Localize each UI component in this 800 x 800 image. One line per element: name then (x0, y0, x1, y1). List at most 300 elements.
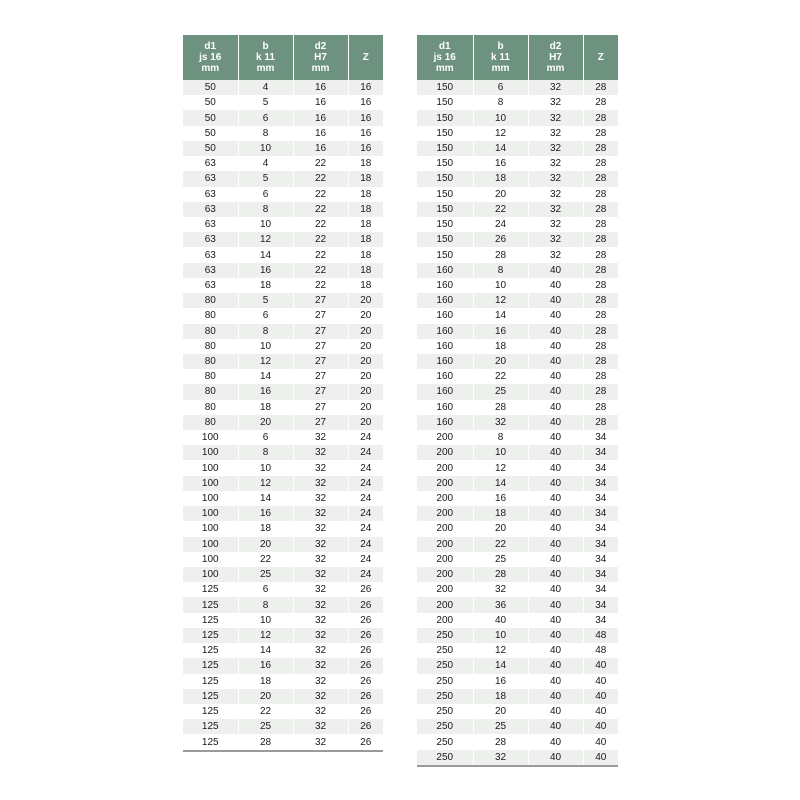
cell-d1: 150 (417, 171, 473, 186)
cell-b: 28 (238, 734, 293, 750)
cell-d2: 40 (528, 460, 583, 475)
cell-b: 8 (238, 126, 293, 141)
cell-d2: 40 (528, 339, 583, 354)
cell-z: 28 (583, 187, 618, 202)
cell-b: 4 (238, 80, 293, 95)
table-row (183, 719, 383, 734)
cell-z: 24 (348, 521, 383, 536)
cell-b: 8 (238, 597, 293, 612)
cell-z: 28 (583, 202, 618, 217)
cell-d1: 80 (183, 324, 238, 339)
cell-d2: 40 (528, 597, 583, 612)
cell-d2: 32 (528, 126, 583, 141)
cell-d2: 32 (293, 460, 348, 475)
cell-d2: 32 (293, 628, 348, 643)
cell-d1: 200 (417, 567, 473, 582)
table-row (417, 719, 618, 734)
cell-d2: 16 (293, 126, 348, 141)
cell-b: 24 (473, 217, 528, 232)
table-row (183, 537, 383, 552)
cell-d1: 250 (417, 643, 473, 658)
table-row (417, 582, 618, 597)
cell-d1: 200 (417, 582, 473, 597)
table-row (417, 506, 618, 521)
cell-d1: 150 (417, 247, 473, 262)
dimension-table-right (417, 35, 618, 767)
table-row (183, 217, 383, 232)
table-row (183, 521, 383, 536)
cell-z: 24 (348, 567, 383, 582)
cell-z: 26 (348, 734, 383, 750)
cell-d2: 40 (528, 719, 583, 734)
table-row (417, 445, 618, 460)
cell-d1: 250 (417, 658, 473, 673)
cell-d2: 32 (293, 521, 348, 536)
cell-b: 28 (473, 247, 528, 262)
cell-d1: 200 (417, 491, 473, 506)
cell-b: 20 (473, 354, 528, 369)
cell-z: 24 (348, 491, 383, 506)
table-row (417, 278, 618, 293)
cell-d2: 32 (293, 582, 348, 597)
table-row (417, 354, 618, 369)
cell-z: 28 (583, 95, 618, 110)
cell-b: 8 (473, 430, 528, 445)
cell-d1: 125 (183, 689, 238, 704)
cell-b: 10 (238, 460, 293, 475)
table-row (183, 674, 383, 689)
table-header-row (417, 35, 618, 80)
cell-d1: 150 (417, 80, 473, 95)
cell-b: 18 (473, 339, 528, 354)
table-row (183, 460, 383, 475)
cell-b: 20 (238, 689, 293, 704)
table-row (183, 658, 383, 673)
cell-d1: 160 (417, 339, 473, 354)
cell-d1: 160 (417, 384, 473, 399)
cell-b: 10 (473, 445, 528, 460)
table-row (417, 689, 618, 704)
cell-d1: 160 (417, 278, 473, 293)
cell-b: 18 (238, 278, 293, 293)
cell-d2: 22 (293, 156, 348, 171)
cell-d2: 40 (528, 704, 583, 719)
cell-d2: 27 (293, 324, 348, 339)
cell-b: 12 (473, 643, 528, 658)
table-row (183, 689, 383, 704)
cell-z: 26 (348, 643, 383, 658)
cell-z: 18 (348, 263, 383, 278)
cell-d2: 27 (293, 369, 348, 384)
cell-d2: 32 (293, 674, 348, 689)
cell-b: 18 (473, 689, 528, 704)
cell-z: 28 (583, 263, 618, 278)
cell-b: 18 (473, 506, 528, 521)
cell-d1: 200 (417, 460, 473, 475)
cell-d2: 32 (293, 658, 348, 673)
cell-z: 34 (583, 460, 618, 475)
table-row (417, 232, 618, 247)
cell-z: 34 (583, 476, 618, 491)
cell-d2: 40 (528, 369, 583, 384)
cell-b: 14 (473, 476, 528, 491)
cell-z: 28 (583, 369, 618, 384)
cell-d2: 40 (528, 293, 583, 308)
cell-d2: 16 (293, 141, 348, 156)
cell-z: 20 (348, 324, 383, 339)
cell-d2: 32 (293, 491, 348, 506)
table-row (183, 430, 383, 445)
cell-d1: 125 (183, 582, 238, 597)
cell-b: 8 (473, 263, 528, 278)
table-row (417, 734, 618, 749)
cell-d1: 125 (183, 674, 238, 689)
cell-d2: 32 (528, 202, 583, 217)
cell-b: 5 (238, 95, 293, 110)
cell-d1: 100 (183, 567, 238, 582)
cell-z: 28 (583, 384, 618, 399)
cell-z: 20 (348, 354, 383, 369)
cell-z: 40 (583, 750, 618, 766)
cell-z: 24 (348, 460, 383, 475)
cell-z: 34 (583, 430, 618, 445)
cell-d2: 27 (293, 415, 348, 430)
header-z: Z (348, 35, 383, 80)
table-row (417, 293, 618, 308)
header-d2: d2 H7 mm (528, 35, 583, 80)
cell-z: 18 (348, 187, 383, 202)
cell-d1: 250 (417, 704, 473, 719)
cell-b: 22 (473, 369, 528, 384)
cell-b: 8 (238, 445, 293, 460)
cell-z: 34 (583, 491, 618, 506)
cell-d1: 150 (417, 126, 473, 141)
cell-d1: 200 (417, 445, 473, 460)
cell-z: 28 (583, 415, 618, 430)
cell-d2: 32 (293, 719, 348, 734)
cell-b: 16 (473, 156, 528, 171)
cell-z: 26 (348, 658, 383, 673)
cell-b: 16 (238, 658, 293, 673)
cell-z: 28 (583, 324, 618, 339)
cell-d2: 40 (528, 354, 583, 369)
cell-z: 34 (583, 537, 618, 552)
table-row (417, 430, 618, 445)
cell-z: 18 (348, 202, 383, 217)
cell-d1: 63 (183, 278, 238, 293)
cell-b: 14 (473, 141, 528, 156)
cell-z: 18 (348, 217, 383, 232)
cell-d1: 80 (183, 400, 238, 415)
header-z: Z (583, 35, 618, 80)
cell-d1: 125 (183, 704, 238, 719)
cell-z: 34 (583, 521, 618, 536)
cell-d2: 32 (528, 247, 583, 262)
cell-b: 14 (238, 643, 293, 658)
cell-b: 10 (473, 278, 528, 293)
table-row (183, 476, 383, 491)
table-row (417, 567, 618, 582)
cell-z: 40 (583, 719, 618, 734)
cell-z: 20 (348, 308, 383, 323)
cell-z: 28 (583, 141, 618, 156)
cell-b: 18 (238, 521, 293, 536)
cell-d1: 160 (417, 324, 473, 339)
cell-d1: 200 (417, 537, 473, 552)
cell-b: 20 (473, 521, 528, 536)
table-row (417, 674, 618, 689)
cell-d2: 22 (293, 217, 348, 232)
cell-d1: 150 (417, 232, 473, 247)
table-row (417, 187, 618, 202)
table-row (183, 324, 383, 339)
cell-d2: 32 (293, 689, 348, 704)
cell-d2: 40 (528, 430, 583, 445)
cell-b: 4 (238, 156, 293, 171)
table-row (183, 339, 383, 354)
table-row (183, 400, 383, 415)
cell-d1: 50 (183, 80, 238, 95)
cell-d1: 150 (417, 95, 473, 110)
table-row (183, 247, 383, 262)
table-row (417, 339, 618, 354)
cell-d2: 40 (528, 324, 583, 339)
cell-d2: 27 (293, 400, 348, 415)
cell-d2: 32 (293, 597, 348, 612)
cell-d2: 40 (528, 643, 583, 658)
table-row (417, 324, 618, 339)
cell-d1: 50 (183, 95, 238, 110)
cell-d1: 200 (417, 597, 473, 612)
cell-d1: 125 (183, 643, 238, 658)
cell-z: 16 (348, 110, 383, 125)
table-row (183, 415, 383, 430)
table-row (417, 217, 618, 232)
cell-b: 32 (473, 582, 528, 597)
cell-b: 26 (473, 232, 528, 247)
cell-z: 20 (348, 400, 383, 415)
cell-z: 28 (583, 247, 618, 262)
cell-d2: 40 (528, 278, 583, 293)
header-d1: d1 js 16 mm (183, 35, 238, 80)
cell-z: 28 (583, 278, 618, 293)
cell-b: 25 (473, 719, 528, 734)
cell-d1: 80 (183, 293, 238, 308)
table-row (417, 537, 618, 552)
table-row (183, 506, 383, 521)
cell-z: 20 (348, 339, 383, 354)
cell-d2: 32 (528, 95, 583, 110)
cell-d2: 40 (528, 734, 583, 749)
header-d1: d1 js 16 mm (417, 35, 473, 80)
cell-z: 26 (348, 719, 383, 734)
cell-b: 12 (238, 354, 293, 369)
cell-d2: 40 (528, 750, 583, 766)
table-row (183, 734, 383, 750)
cell-d1: 100 (183, 521, 238, 536)
cell-b: 6 (238, 582, 293, 597)
cell-b: 6 (238, 308, 293, 323)
table-row (183, 202, 383, 217)
cell-z: 40 (583, 658, 618, 673)
cell-d2: 40 (528, 308, 583, 323)
table-row (183, 126, 383, 141)
cell-b: 22 (473, 202, 528, 217)
cell-z: 24 (348, 476, 383, 491)
cell-b: 18 (238, 674, 293, 689)
cell-z: 34 (583, 582, 618, 597)
table-row (417, 141, 618, 156)
cell-d2: 40 (528, 552, 583, 567)
cell-z: 34 (583, 445, 618, 460)
cell-z: 24 (348, 552, 383, 567)
table-row (183, 80, 383, 95)
cell-z: 28 (583, 400, 618, 415)
table-row (417, 750, 618, 766)
cell-d2: 40 (528, 521, 583, 536)
cell-z: 24 (348, 506, 383, 521)
cell-b: 40 (473, 613, 528, 628)
cell-d2: 32 (293, 643, 348, 658)
cell-d2: 32 (293, 430, 348, 445)
cell-d2: 32 (528, 217, 583, 232)
cell-z: 28 (583, 354, 618, 369)
cell-d1: 160 (417, 354, 473, 369)
table-row (183, 278, 383, 293)
cell-d1: 250 (417, 750, 473, 766)
cell-d2: 40 (528, 263, 583, 278)
table-row (417, 628, 618, 643)
header-b: b k 11 mm (473, 35, 528, 80)
cell-d2: 40 (528, 582, 583, 597)
cell-d1: 125 (183, 658, 238, 673)
cell-d1: 80 (183, 384, 238, 399)
cell-d1: 80 (183, 415, 238, 430)
cell-d2: 32 (293, 537, 348, 552)
table-row (183, 232, 383, 247)
cell-z: 18 (348, 232, 383, 247)
cell-d2: 32 (528, 156, 583, 171)
cell-d1: 150 (417, 187, 473, 202)
cell-d2: 40 (528, 384, 583, 399)
cell-z: 20 (348, 293, 383, 308)
cell-b: 12 (473, 126, 528, 141)
cell-d2: 40 (528, 628, 583, 643)
cell-b: 25 (473, 384, 528, 399)
cell-d2: 40 (528, 567, 583, 582)
cell-d2: 40 (528, 476, 583, 491)
cell-d2: 22 (293, 263, 348, 278)
cell-d1: 200 (417, 521, 473, 536)
cell-d1: 250 (417, 628, 473, 643)
table-row (183, 171, 383, 186)
cell-d1: 250 (417, 689, 473, 704)
table-row (183, 293, 383, 308)
cell-b: 32 (473, 750, 528, 766)
cell-z: 34 (583, 597, 618, 612)
cell-z: 16 (348, 141, 383, 156)
table-row (417, 521, 618, 536)
cell-z: 28 (583, 339, 618, 354)
cell-b: 16 (473, 674, 528, 689)
cell-d2: 40 (528, 658, 583, 673)
header-b: b k 11 mm (238, 35, 293, 80)
cell-d1: 250 (417, 719, 473, 734)
table-row (183, 704, 383, 719)
cell-d2: 32 (528, 110, 583, 125)
cell-z: 20 (348, 384, 383, 399)
table-row (417, 263, 618, 278)
cell-d1: 100 (183, 552, 238, 567)
cell-d1: 63 (183, 217, 238, 232)
dimension-table-left (183, 35, 383, 752)
cell-z: 16 (348, 126, 383, 141)
table-row (183, 552, 383, 567)
cell-b: 18 (238, 400, 293, 415)
cell-b: 6 (238, 110, 293, 125)
table-row (417, 643, 618, 658)
cell-z: 18 (348, 278, 383, 293)
cell-d1: 125 (183, 719, 238, 734)
cell-z: 26 (348, 628, 383, 643)
cell-z: 24 (348, 445, 383, 460)
cell-d2: 22 (293, 171, 348, 186)
table-row (183, 141, 383, 156)
cell-d1: 200 (417, 552, 473, 567)
cell-b: 14 (473, 658, 528, 673)
cell-b: 25 (238, 567, 293, 582)
cell-d2: 32 (293, 613, 348, 628)
cell-d2: 16 (293, 80, 348, 95)
cell-d1: 150 (417, 202, 473, 217)
cell-b: 8 (473, 95, 528, 110)
cell-b: 5 (238, 293, 293, 308)
table-row (183, 156, 383, 171)
cell-z: 26 (348, 582, 383, 597)
cell-b: 14 (238, 491, 293, 506)
table-row (183, 308, 383, 323)
cell-b: 5 (238, 171, 293, 186)
cell-z: 40 (583, 674, 618, 689)
cell-d2: 40 (528, 491, 583, 506)
cell-b: 10 (473, 628, 528, 643)
cell-d2: 32 (293, 552, 348, 567)
cell-z: 18 (348, 171, 383, 186)
table-row (417, 491, 618, 506)
cell-d1: 250 (417, 674, 473, 689)
cell-d1: 100 (183, 445, 238, 460)
table-row (417, 156, 618, 171)
cell-d1: 125 (183, 734, 238, 750)
cell-d2: 32 (293, 506, 348, 521)
cell-b: 20 (473, 187, 528, 202)
cell-d1: 125 (183, 613, 238, 628)
cell-b: 18 (473, 171, 528, 186)
cell-d2: 32 (293, 476, 348, 491)
table-row (417, 597, 618, 612)
cell-b: 20 (473, 704, 528, 719)
cell-z: 28 (583, 80, 618, 95)
table-row (183, 384, 383, 399)
cell-b: 16 (473, 491, 528, 506)
cell-d2: 32 (293, 704, 348, 719)
cell-d2: 22 (293, 278, 348, 293)
cell-b: 28 (473, 734, 528, 749)
table-row (183, 628, 383, 643)
cell-d1: 160 (417, 400, 473, 415)
cell-d1: 160 (417, 369, 473, 384)
cell-d2: 27 (293, 339, 348, 354)
